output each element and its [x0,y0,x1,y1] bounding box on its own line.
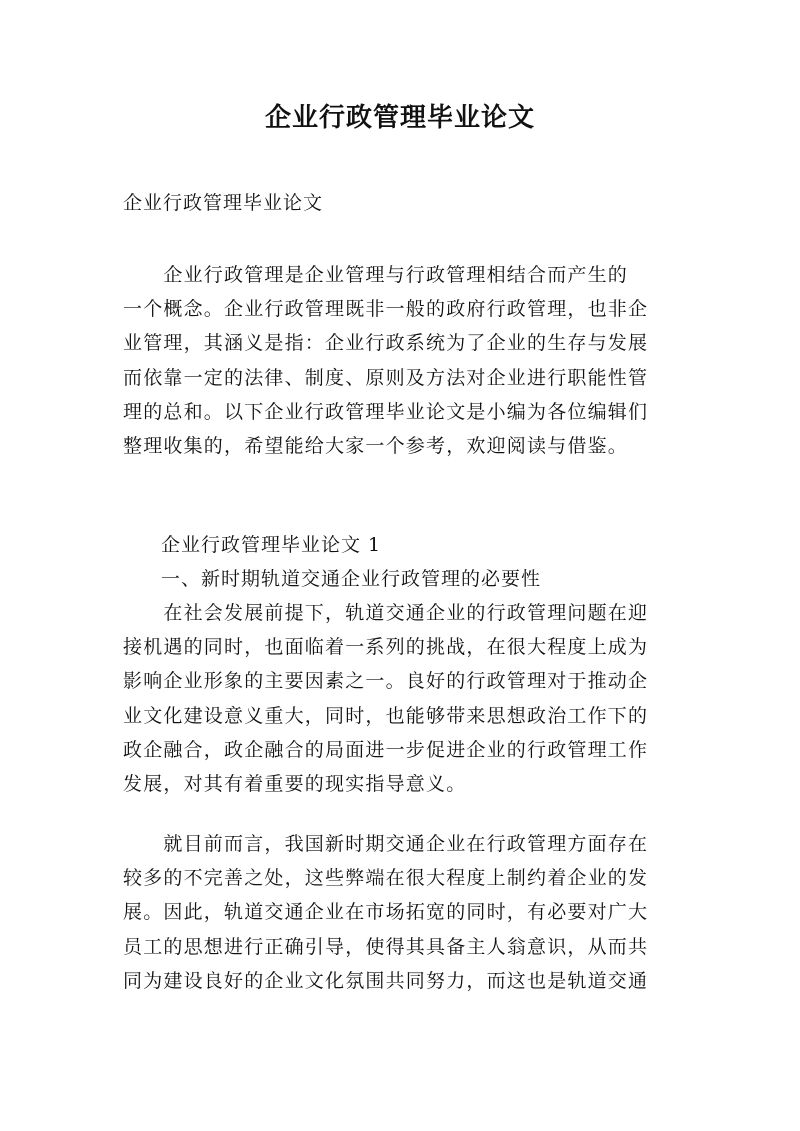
paragraph-line: 接机遇的同时，也面临着一系列的挑战，在很大程度上成为 [123,636,649,659]
paragraph-line: 展。因此，轨道交通企业在市场拓宽的同时，有必要对广大 [123,901,649,924]
paragraph-line: 在社会发展前提下，轨道交通企业的行政管理问题在迎 [123,602,649,624]
paragraph-line: 发展，对其有着重要的现实指导意义。 [123,773,467,796]
document-title: 企业行政管理毕业论文 [264,103,535,133]
document-subtitle: 企业行政管理毕业论文 [123,192,324,214]
paragraph-line: 就目前而言，我国新时期交通企业在行政管理方面存在 [123,833,649,855]
paragraph-line: 业文化建设意义重大，同时，也能够带来思想政治工作下的 [123,704,649,727]
body-paragraph-1 [123,596,683,801]
intro-line: 业管理，其涵义是指：企业行政系统为了企业的生存与发展 [123,332,649,355]
intro-paragraph [123,258,683,463]
section-title: 企业行政管理毕业论文 1 [161,534,382,556]
paragraph-line: 影响企业形象的主要因素之一。良好的行政管理对于推动企 [123,670,649,693]
intro-line: 整理收集的，希望能给大家一个参考，欢迎阅读与借鉴。 [123,435,629,458]
paragraph-line: 政企融合，政企融合的局面进一步促进企业的行政管理工作 [123,738,649,761]
intro-line: 理的总和。以下企业行政管理毕业论文是小编为各位编辑们 [123,400,649,423]
section-subheading: 一、新时期轨道交通企业行政管理的必要性 [161,568,542,590]
intro-line: 一个概念。企业行政管理既非一般的政府行政管理，也非企 [123,298,649,321]
paragraph-line: 较多的不完善之处，这些弊端在很大程度上制约着企业的发 [123,867,649,890]
intro-line: 企业行政管理是企业管理与行政管理相结合而产生的 [123,264,629,286]
paragraph-line: 员工的思想进行正确引导，使得其具备主人翁意识，从而共 [123,935,649,958]
body-paragraph-2 [123,827,683,998]
paragraph-line: 同为建设良好的企业文化氛围共同努力，而这也是轨道交通 [123,969,649,992]
intro-line: 而依靠一定的法律、制度、原则及方法对企业进行职能性管 [123,366,649,389]
